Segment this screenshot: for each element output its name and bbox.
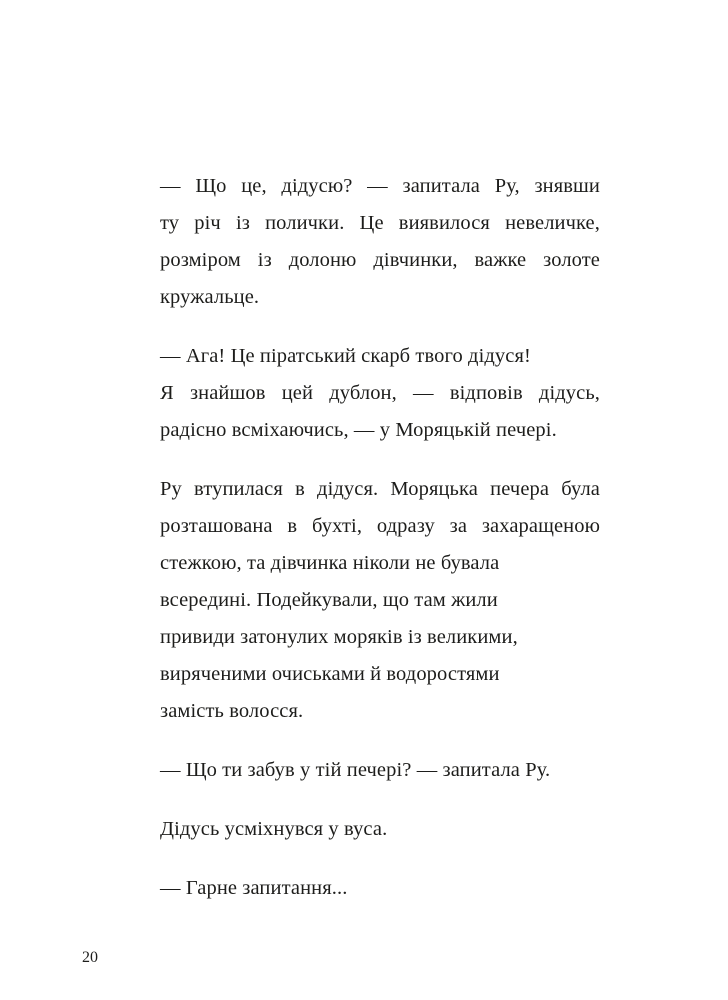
- text-line: — Гарне запитання...: [160, 877, 348, 899]
- paragraph-5: [160, 811, 600, 848]
- text-line: всередині. Подейкували, що там жили: [160, 589, 498, 611]
- paragraph-3: [160, 471, 600, 730]
- text-line: — Що це, дідусю? — запитала Ру, знявши: [160, 175, 600, 197]
- text-line: стежкою, та дівчинка ніколи не бувала: [160, 552, 500, 574]
- text-line: кружальце.: [160, 286, 260, 308]
- text-line: розташована в бухті, одразу за захаращеною: [160, 515, 600, 537]
- text-line: Ру втупилася в дідуся. Моряцька печера була: [160, 478, 600, 500]
- paragraph-4: [160, 752, 600, 789]
- paragraph-6: [160, 870, 600, 907]
- text-line: радісно всміхаючись, — у Моряцькій печері.: [160, 419, 557, 441]
- text-line: привиди затонулих моряків із великими,: [160, 626, 518, 648]
- text-line: замість волосся.: [160, 700, 304, 722]
- paragraph-1: [160, 168, 600, 316]
- text-line: виряченими очиськами й водоростями: [160, 663, 500, 685]
- text-line: — Що ти забув у тій печері? — запитала Ру.: [160, 759, 551, 781]
- page-number: 20: [82, 949, 98, 966]
- paragraph-2: [160, 338, 600, 449]
- text-line: Я знайшов цей дублон, — відповів дідусь,: [160, 382, 600, 404]
- text-line: ту річ із полички. Це виявилося невеличке,: [160, 212, 600, 234]
- text-line: розміром із долоню дівчинки, важке золоте: [160, 249, 600, 271]
- text-line: — Ага! Це піратський скарб твого дідуся!: [160, 345, 531, 367]
- text-line: Дідусь усміхнувся у вуса.: [160, 818, 388, 840]
- page-body-text: [160, 168, 600, 929]
